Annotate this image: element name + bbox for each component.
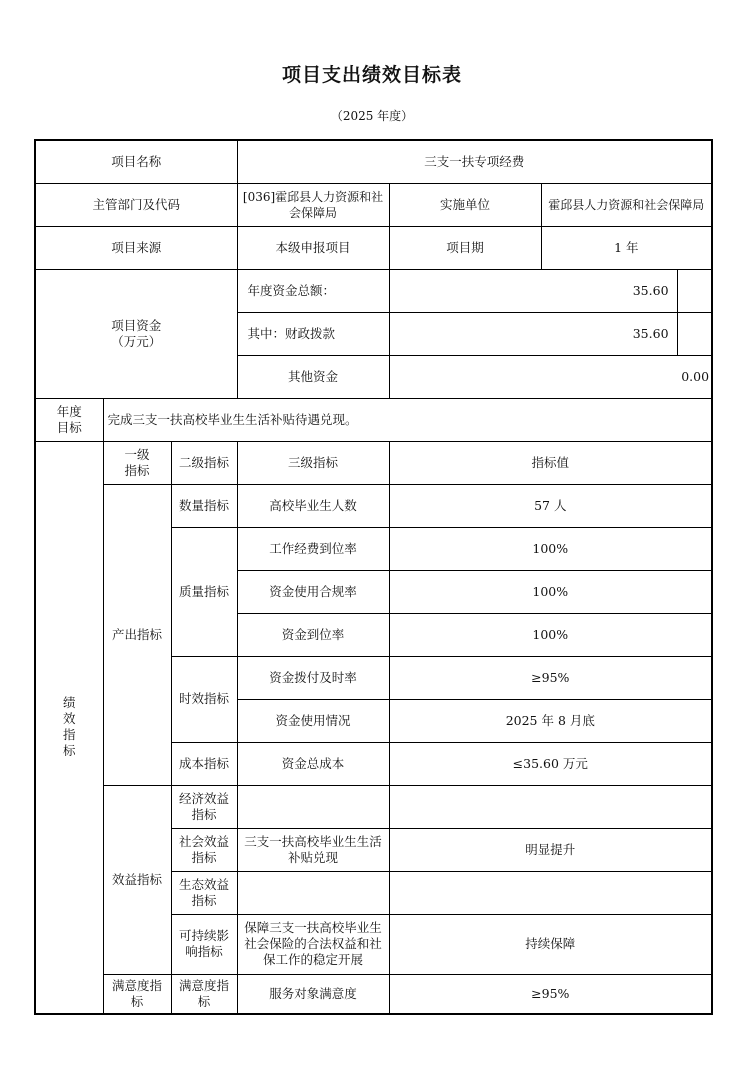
indicator-value: ≥95% xyxy=(389,974,712,1014)
funds-other-value: 0.00 xyxy=(389,355,712,398)
cost-label: 成本指标 xyxy=(171,742,237,785)
header-value: 指标值 xyxy=(389,441,712,484)
table-row xyxy=(35,441,712,484)
funds-total-label: 年度资金总额： xyxy=(237,269,389,312)
indicator-group-label xyxy=(35,441,103,1014)
indicator-value: 57 人 xyxy=(389,484,712,527)
header-level1-line1: 一级 xyxy=(124,446,150,462)
table-row xyxy=(35,269,712,312)
indicator-name: 工作经费到位率 xyxy=(237,527,389,570)
indicator-value: 100% xyxy=(389,527,712,570)
header-level1-line2: 指标 xyxy=(124,462,150,478)
funds-label-line1: 项目资金 xyxy=(111,317,162,333)
satisfaction-label: 满意度指标 xyxy=(171,974,237,1014)
indicator-group-text: 绩效指标 xyxy=(62,695,76,759)
indicator-value xyxy=(389,871,712,914)
social-name-line1: 三支一扶高校毕业生生活 xyxy=(244,833,382,849)
header-level2: 二级指标 xyxy=(171,441,237,484)
indicator-value: ≥95% xyxy=(389,656,712,699)
source-label: 项目来源 xyxy=(35,226,237,269)
table-row xyxy=(35,183,712,226)
satisfaction-level1-line1: 满意度指 xyxy=(111,977,162,993)
satisfaction-level1-line2: 标 xyxy=(130,993,144,1009)
year-label: （2025 年度） xyxy=(330,109,414,123)
sustain-name-line3: 保工作的稳定开展 xyxy=(263,952,364,967)
page-title: 项目支出绩效目标表 xyxy=(281,64,462,86)
timeliness-label: 时效指标 xyxy=(171,656,237,742)
indicator-value: 明显提升 xyxy=(389,828,712,871)
table-row xyxy=(35,398,712,441)
table-row xyxy=(35,140,712,183)
funds-label-line2: （万元） xyxy=(111,333,162,349)
indicator-name: 高校毕业生人数 xyxy=(237,484,389,527)
funds-total-value: 35.60 xyxy=(389,269,677,312)
performance-table xyxy=(34,139,713,1015)
indicator-value xyxy=(389,785,712,828)
economic-label: 经济效益指标 xyxy=(171,785,237,828)
indicator-value: 持续保障 xyxy=(389,914,712,974)
funds-total-blank xyxy=(677,269,712,312)
sustain-name-line1: 保障三支一扶高校毕业生 xyxy=(244,920,382,935)
indicator-value: ≤35.60 万元 xyxy=(389,742,712,785)
impl-value: 霍邱县人力资源和社会保障局 xyxy=(541,183,712,226)
indicator-name: 资金使用情况 xyxy=(237,699,389,742)
quality-label: 质量指标 xyxy=(171,527,237,656)
impl-label: 实施单位 xyxy=(389,183,541,226)
funds-fiscal-blank xyxy=(677,312,712,355)
table-row xyxy=(35,785,712,828)
indicator-value: 100% xyxy=(389,613,712,656)
indicator-value: 100% xyxy=(389,570,712,613)
header-level1 xyxy=(103,441,171,484)
indicator-name: 资金到位率 xyxy=(237,613,389,656)
project-name-label: 项目名称 xyxy=(35,140,237,183)
funds-label xyxy=(35,269,237,398)
indicator-name: 服务对象满意度 xyxy=(237,974,389,1014)
ecological-label: 生态效益指标 xyxy=(171,871,237,914)
indicator-name xyxy=(237,871,389,914)
quantity-label: 数量指标 xyxy=(171,484,237,527)
indicator-value: 2025 年 8 月底 xyxy=(389,699,712,742)
funds-fiscal-value: 35.60 xyxy=(389,312,677,355)
output-label: 产出指标 xyxy=(103,484,171,785)
dept-label: 主管部门及代码 xyxy=(35,183,237,226)
indicator-name xyxy=(237,785,389,828)
funds-fiscal-label: 其中：财政拨款 xyxy=(237,312,389,355)
project-name-value: 三支一扶专项经费 xyxy=(237,140,712,183)
header-level3: 三级指标 xyxy=(237,441,389,484)
annual-goal-label xyxy=(35,398,103,441)
social-label: 社会效益指标 xyxy=(171,828,237,871)
dept-value: [036]霍邱县人力资源和社会保障局 xyxy=(237,183,389,226)
benefit-label: 效益指标 xyxy=(103,785,171,974)
sustain-label: 可持续影响指标 xyxy=(171,914,237,974)
annual-goal-label-line1: 年度 xyxy=(56,403,82,419)
satisfaction-level1 xyxy=(103,974,171,1014)
indicator-name: 资金使用合规率 xyxy=(237,570,389,613)
source-value: 本级申报项目 xyxy=(237,226,389,269)
annual-goal-label-line2: 目标 xyxy=(56,419,82,435)
annual-goal-text: 完成三支一扶高校毕业生生活补贴待遇兑现。 xyxy=(103,398,712,441)
period-label: 项目期 xyxy=(389,226,541,269)
period-value: 1 年 xyxy=(541,226,712,269)
table-row xyxy=(35,484,712,527)
indicator-name: 资金拨付及时率 xyxy=(237,656,389,699)
indicator-name xyxy=(237,828,389,871)
funds-other-label: 其他资金 xyxy=(237,355,389,398)
table-row xyxy=(35,974,712,1014)
sustain-name-line2: 社会保险的合法权益和社 xyxy=(244,936,382,951)
indicator-name: 资金总成本 xyxy=(237,742,389,785)
indicator-name xyxy=(237,914,389,974)
social-name-line2: 补贴兑现 xyxy=(288,849,339,865)
table-row xyxy=(35,226,712,269)
